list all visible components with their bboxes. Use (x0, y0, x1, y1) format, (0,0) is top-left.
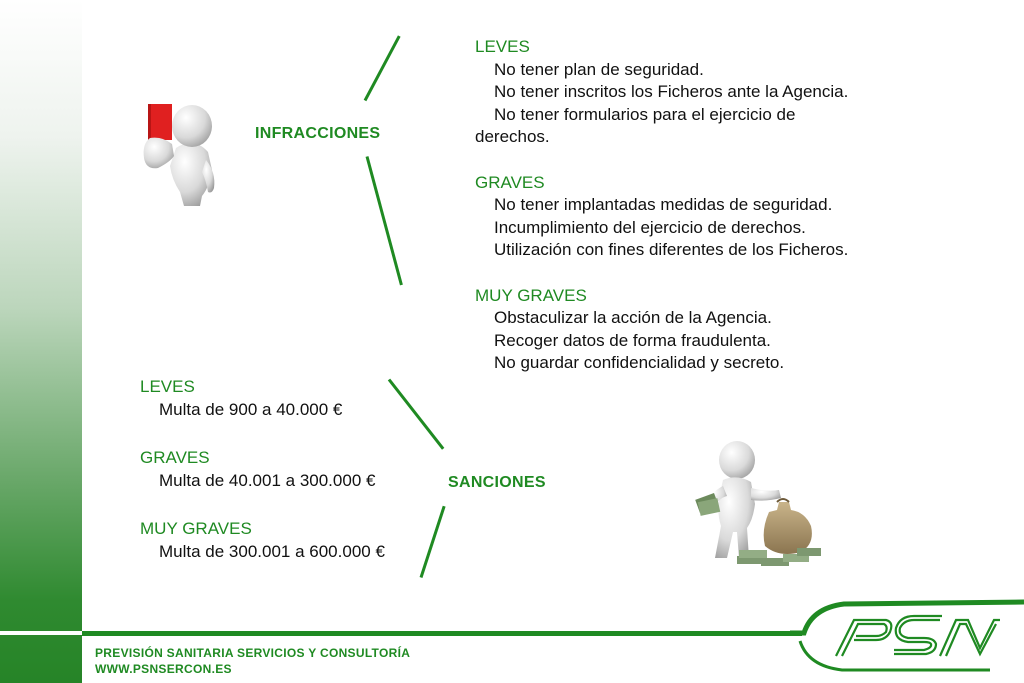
infracciones-upper-divider (364, 35, 401, 101)
psn-logo (790, 596, 1024, 676)
list-item: No tener formularios para el ejercicio de derechos. (475, 104, 796, 146)
infracciones-list (475, 36, 895, 375)
side-gradient-bar (0, 0, 82, 683)
category-title: LEVES (475, 37, 530, 56)
category-title: MUY GRAVES (140, 519, 252, 538)
infracciones-lower-divider (366, 156, 403, 285)
list-item: No guardar confidencialidad y secreto. (494, 353, 785, 372)
footer-company: PREVISIÓN SANITARIA SERVICIOS Y CONSULTORÍA (95, 646, 411, 660)
category-title: MUY GRAVES (475, 285, 587, 305)
category-title: GRAVES (140, 448, 210, 467)
list-item: No tener plan de seguridad. (494, 59, 704, 79)
list-item: Obstaculizar la acción de la Agencia. (494, 308, 772, 327)
list-item: No tener inscritos los Ficheros ante la Agencia. (494, 82, 849, 101)
category-title: LEVES (140, 377, 195, 396)
infracciones-label: INFRACCIONES (255, 125, 381, 142)
list-item: Recoger datos de forma fraudulenta. (494, 330, 771, 350)
list-item: Multa de 40.001 a 300.000 € (159, 471, 376, 490)
list-item: Utilización con fines diferentes de los Ficheros. (494, 240, 849, 259)
list-item: Incumplimiento del ejercicio de derechos. (494, 217, 806, 237)
sanciones-list (140, 376, 440, 564)
figure-with-red-card-icon (136, 100, 222, 208)
figure-with-money-bag-icon (693, 440, 828, 575)
list-item: Multa de 300.001 a 600.000 € (159, 542, 385, 561)
footer-divider (82, 631, 802, 636)
list-item: No tener implantadas medidas de seguridad. (494, 195, 833, 214)
list-item: Multa de 900 a 40.000 € (159, 400, 343, 419)
category-title: GRAVES (475, 172, 545, 192)
sanciones-label: SANCIONES (448, 474, 546, 491)
footer-website: WWW.PSNSERCON.ES (95, 662, 232, 676)
side-bar-divider (0, 631, 82, 635)
